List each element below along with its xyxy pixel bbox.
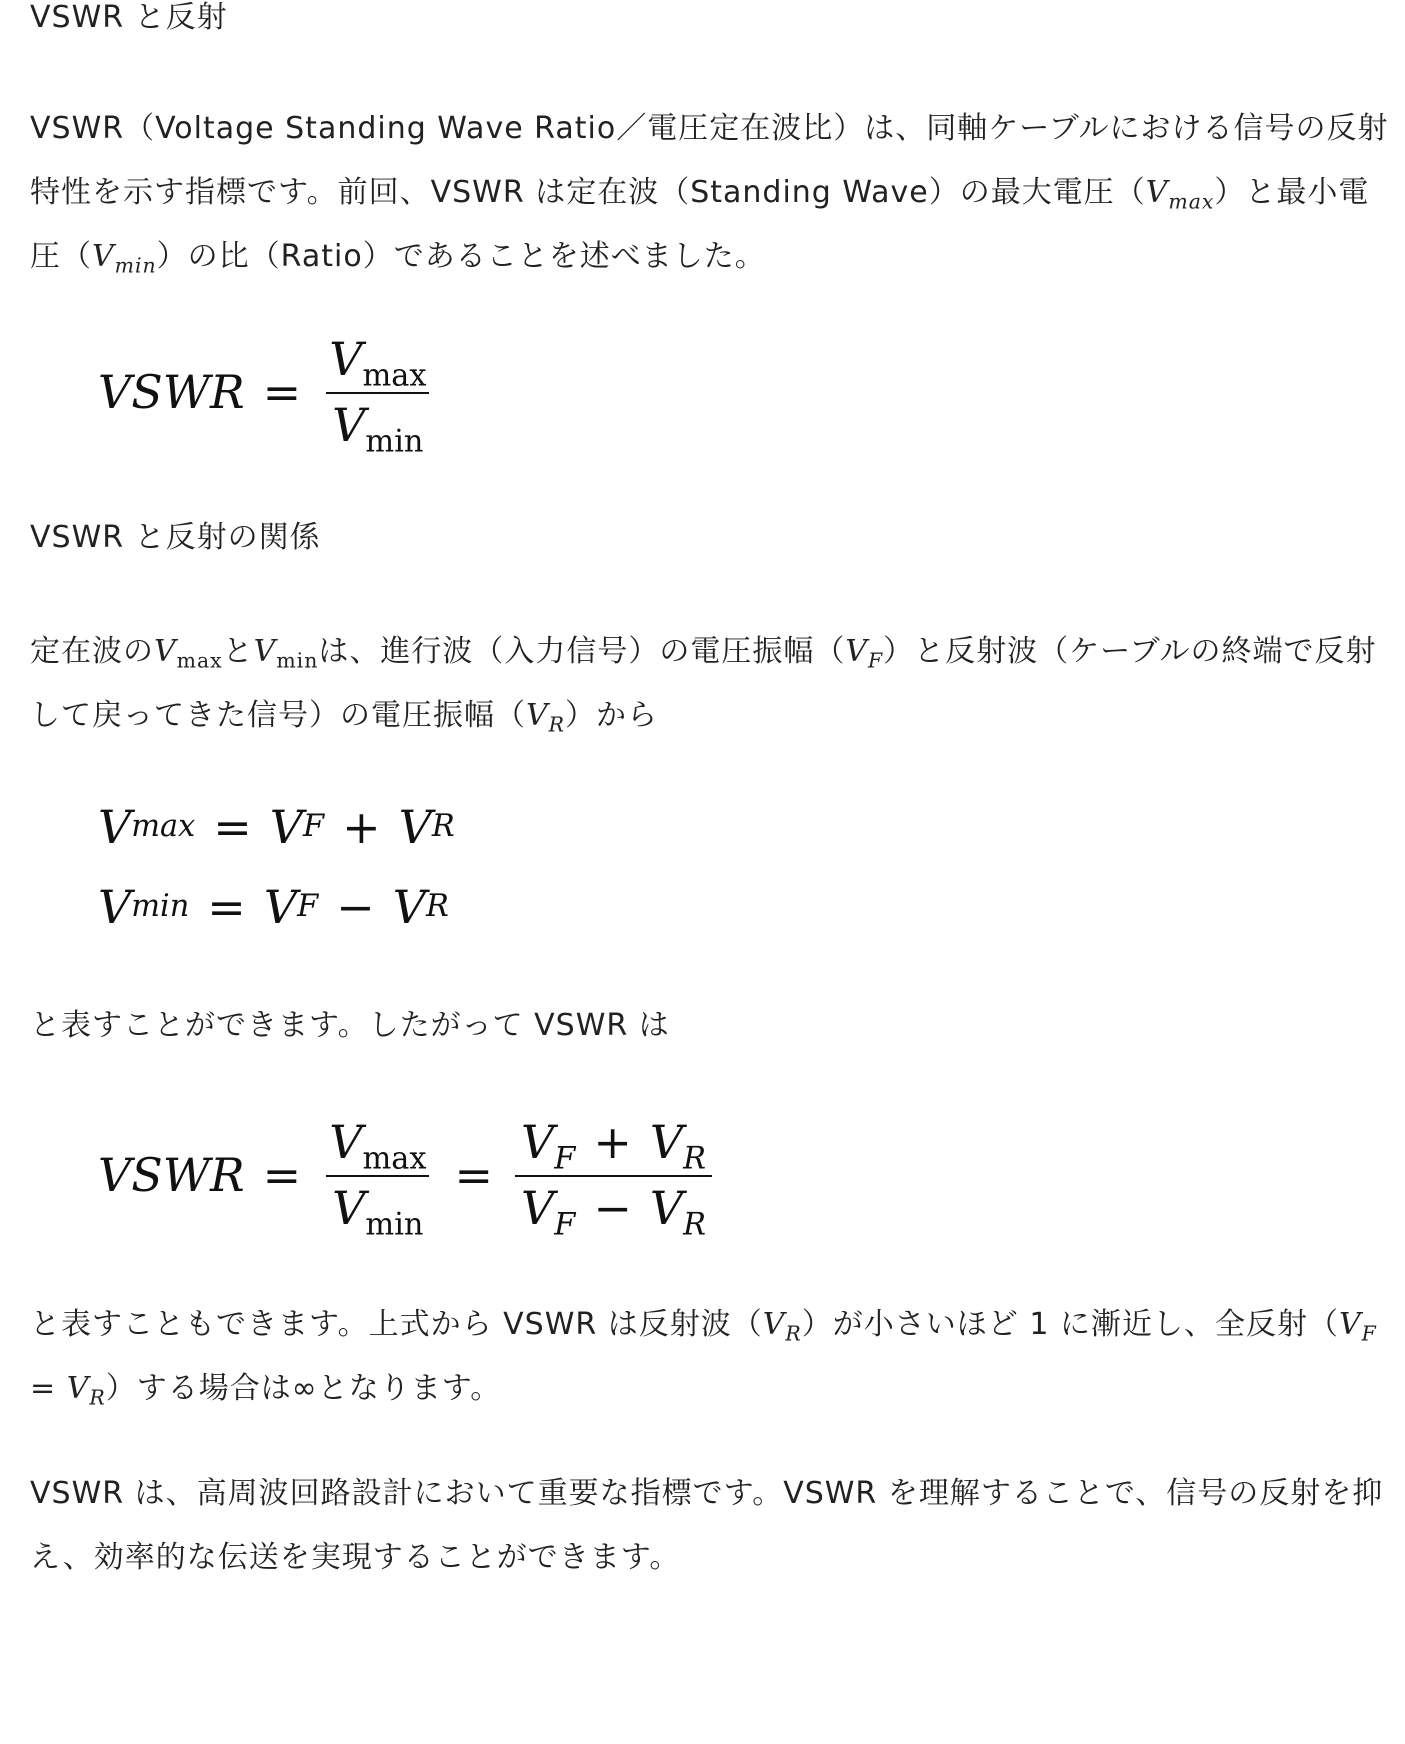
relation-paragraph: 定在波の$V_{max}$と$V_{min}$は、進行波（入力信号）の電圧振幅$(V_F)$と反射波（ケーブルの終端で反射して戻ってきた信号）の電圧振幅$(V_R)$から xyxy=(30,634,1377,737)
fraction-numerator: $V_{max}$ xyxy=(329,332,427,394)
vf-vr-fraction: $\frac{V_F + V_R}{V_F - V_R}$ xyxy=(515,1115,712,1235)
vmax-over-vmin-fraction xyxy=(323,332,432,460)
intro-paragraph: VSWR（Voltage Standing Wave Ratio／電圧定在波比）は、同軸ケーブルにおける信号の反射特性を示す指標です。前回、VSWR は定在波（Standing Wave）の最大電圧$(V_{max})$と最小電圧$(V_{min})$の比（Ratio）であることを述べました。 xyxy=(30,111,1389,278)
vmax-equation: V max = V F + V R xyxy=(98,800,455,854)
summary-paragraph: VSWR は、高周波回路設計において重要な指標です。VSWR を理解することで、信号の反射を抑え、効率的な伝送を実現することができます。 xyxy=(30,1476,1384,1575)
vmin-inline: $V_{min}$ xyxy=(92,239,157,278)
eq-lhs-vswr: VSWR xyxy=(98,365,245,419)
vmax-over-vmin-fraction: $\frac{V_{max}}{V_{min}}$ xyxy=(323,1115,432,1235)
conclusion-paragraph: と表すこともできます。上式から VSWR は反射波$(V_R)$が小さいほど 1 に漸近し、全反射$(V_F = V_R)$する場合は∞となります。 xyxy=(30,1307,1377,1410)
vmax-inline: $V_{max}$ xyxy=(1145,175,1215,214)
vmin-equation: V min = V F − V R xyxy=(98,880,449,934)
fraction-denominator: $V_{min}$ xyxy=(326,392,429,452)
vswr-definition-equation: VSWR = $\frac{V_{max}}{V_{min}}$ xyxy=(98,332,436,452)
section-heading-vswr-reflection-relation: VSWR と反射の関係 xyxy=(30,520,321,555)
vswr-full-equation: VSWR = $\frac{V_{max}}{V_{min}}$ = $\frac{V_F + V_R}{V_F - V_R}$ xyxy=(98,1115,716,1235)
section-heading-vswr-reflection: VSWR と反射 xyxy=(30,0,228,35)
therefore-paragraph: と表すことができます。したがって VSWR は xyxy=(30,1008,670,1043)
